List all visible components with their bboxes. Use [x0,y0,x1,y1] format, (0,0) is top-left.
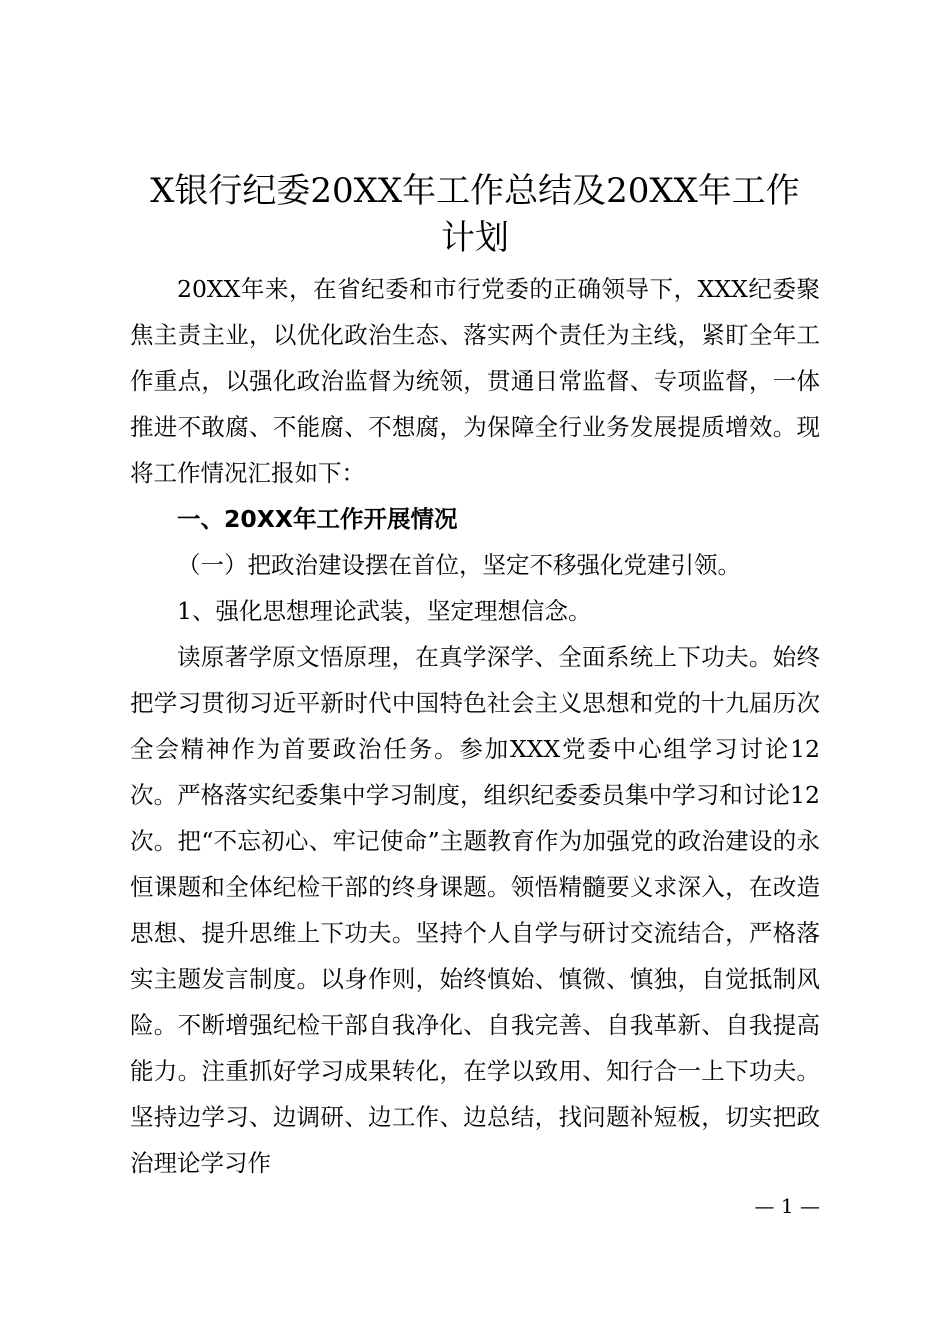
title-line-2: 计划 [441,218,509,258]
body-paragraph: 读原著学原文悟原理，在真学深学、全面系统上下功夫。始终把学习贯彻习近平新时代中国特色社会主义思想和党的十九届历次全会精神作为首要政治任务。参加XXX党委中心组学习讨论12次。严格落实纪委集中学习制度，组织纪委委员集中学习和讨论12次。把“不忘初心、牢记使命”主题教育作为加强党的政治建设的永恒课题和全体纪检干部的终身课题。领悟精髓要义求深入，在改造思想、提升思维上下功夫。坚持个人自学与研讨交流结合，严格落实主题发言制度。以身作则，始终慎始、慎微、慎独，自觉抵制风险。不断增强纪检干部自我净化、自我完善、自我革新、自我提高能力。注重抓好学习成果转化，在学以致用、知行合一上下功夫。坚持边学习、边调研、边工作、边总结，找问题补短板，切实把政治理论学习作 [130,643,820,1177]
title-line-1: X银行纪委20XX年工作总结及20XX年工作 [150,171,800,211]
item-heading: 1、强化思想理论武装，坚定理想信念。 [177,597,592,625]
document-body [130,266,820,1186]
intro-paragraph: 20XX年来，在省纪委和市行党委的正确领导下，XXX纪委聚焦主责主业，以优化政治生态、落实两个责任为主线，紧盯全年工作重点，以强化政治监督为统领，贯通日常监督、专项监督，一体推进不敢腐、不能腐、不想腐，为保障全行业务发展提质增效。现将工作情况汇报如下： [130,275,820,487]
section-heading: 一、20XX年工作开展情况 [177,505,458,533]
document-title [130,168,820,262]
page-number: — 1 — [754,1194,820,1218]
subsection-heading: （一）把政治建设摆在首位，坚定不移强化党建引领。 [177,551,741,579]
